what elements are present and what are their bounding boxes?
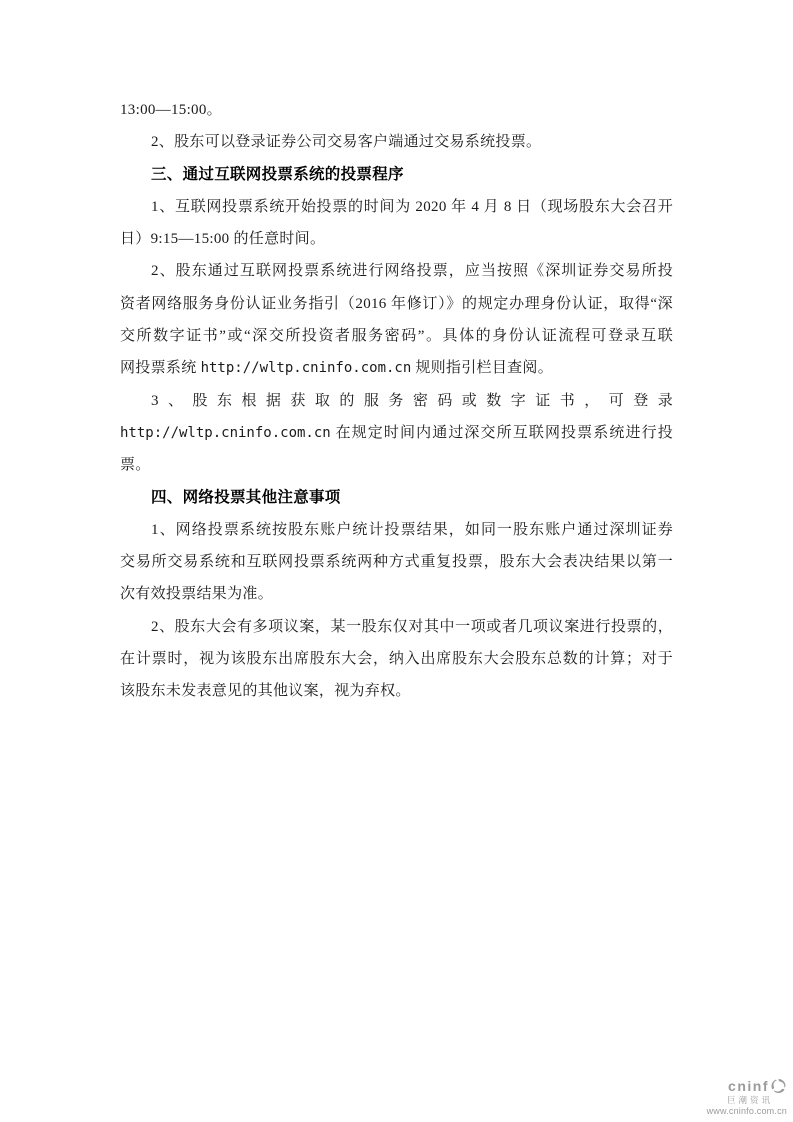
text-line — [120, 578, 673, 610]
text-line — [120, 417, 673, 449]
text-segment: 在规定时间内通过深交所互联网投票系统进行投 — [330, 424, 673, 441]
heading-line — [120, 159, 673, 191]
document-body — [120, 94, 673, 708]
text-segment: 3、股东根据获取的服务密码或数字证书，可登录 — [151, 392, 673, 409]
text-line — [120, 191, 673, 223]
text-segment: 1、网络投票系统按股东账户统计投票结果，如同一股东账户通过深圳证券 — [151, 521, 673, 538]
text-segment: 交所数字证书”或“深交所投资者服务密码”。具体的身份认证流程可登录互联 — [120, 328, 673, 345]
cninfo-chinese-name: 巨潮资讯 — [726, 1094, 773, 1105]
cninfo-logo-row — [677, 1078, 787, 1093]
text-segment: 交易所交易系统和互联网投票系统两种方式重复投票，股东大会表决结果以第一 — [120, 554, 673, 571]
text-segment: 网投票系统 — [120, 360, 201, 377]
text-segment: 1、互联网投票系统开始投票的时间为 2020 年 4 月 8 日（现场股东大会召开 — [151, 198, 673, 215]
text-segment: 2、股东大会有多项议案，某一股东仅对其中一项或者几项议案进行投票的， — [151, 618, 673, 635]
text-segment: 该股东未发表意见的其他议案，视为弃权。 — [120, 683, 411, 700]
text-segment: 资者网络服务身份认证业务指引（2016 年修订）》的规定办理身份认证，取得“深 — [120, 295, 673, 312]
text-line — [120, 94, 673, 126]
url-text: http://wltp.cninfo.com.cn — [120, 424, 331, 441]
text-line — [120, 288, 673, 320]
text-line — [120, 546, 673, 578]
text-segment: 四、网络投票其他注意事项 — [151, 488, 341, 506]
text-line — [120, 255, 673, 287]
text-line — [120, 449, 673, 481]
text-segment: 三、通过互联网投票系统的投票程序 — [151, 165, 404, 183]
text-segment: 13:00—15:00。 — [120, 102, 222, 118]
text-line — [120, 611, 673, 643]
text-line — [120, 514, 673, 546]
text-line — [120, 126, 673, 158]
text-line — [120, 223, 673, 255]
cninfo-brand-text: cninf — [728, 1078, 769, 1094]
url-text: http://wltp.cninfo.com.cn — [200, 360, 412, 377]
cninfo-logo — [677, 1078, 787, 1116]
text-line — [120, 352, 673, 384]
text-segment: 在计票时，视为该股东出席股东大会，纳入出席股东大会股东总数的计算；对于 — [120, 651, 673, 668]
cninfo-swirl-icon — [770, 1078, 787, 1094]
text-segment: 2、股东通过互联网投票系统进行网络投票，应当按照《深圳证券交易所投 — [151, 263, 673, 280]
text-segment: 规则指引栏目查阅。 — [411, 360, 554, 377]
text-segment: 次有效投票结果为准。 — [120, 586, 274, 603]
text-line — [120, 675, 673, 707]
cninfo-url: www.cninfo.com.cn — [706, 1105, 787, 1116]
text-line — [120, 643, 673, 675]
text-segment: 票。 — [120, 457, 151, 474]
text-segment: 2、股东可以登录证券公司交易客户端通过交易系统投票。 — [151, 134, 542, 151]
text-line — [120, 385, 673, 417]
heading-line — [120, 482, 673, 514]
text-segment: 日）9:15—15:00 的任意时间。 — [120, 231, 326, 248]
text-line — [120, 320, 673, 352]
